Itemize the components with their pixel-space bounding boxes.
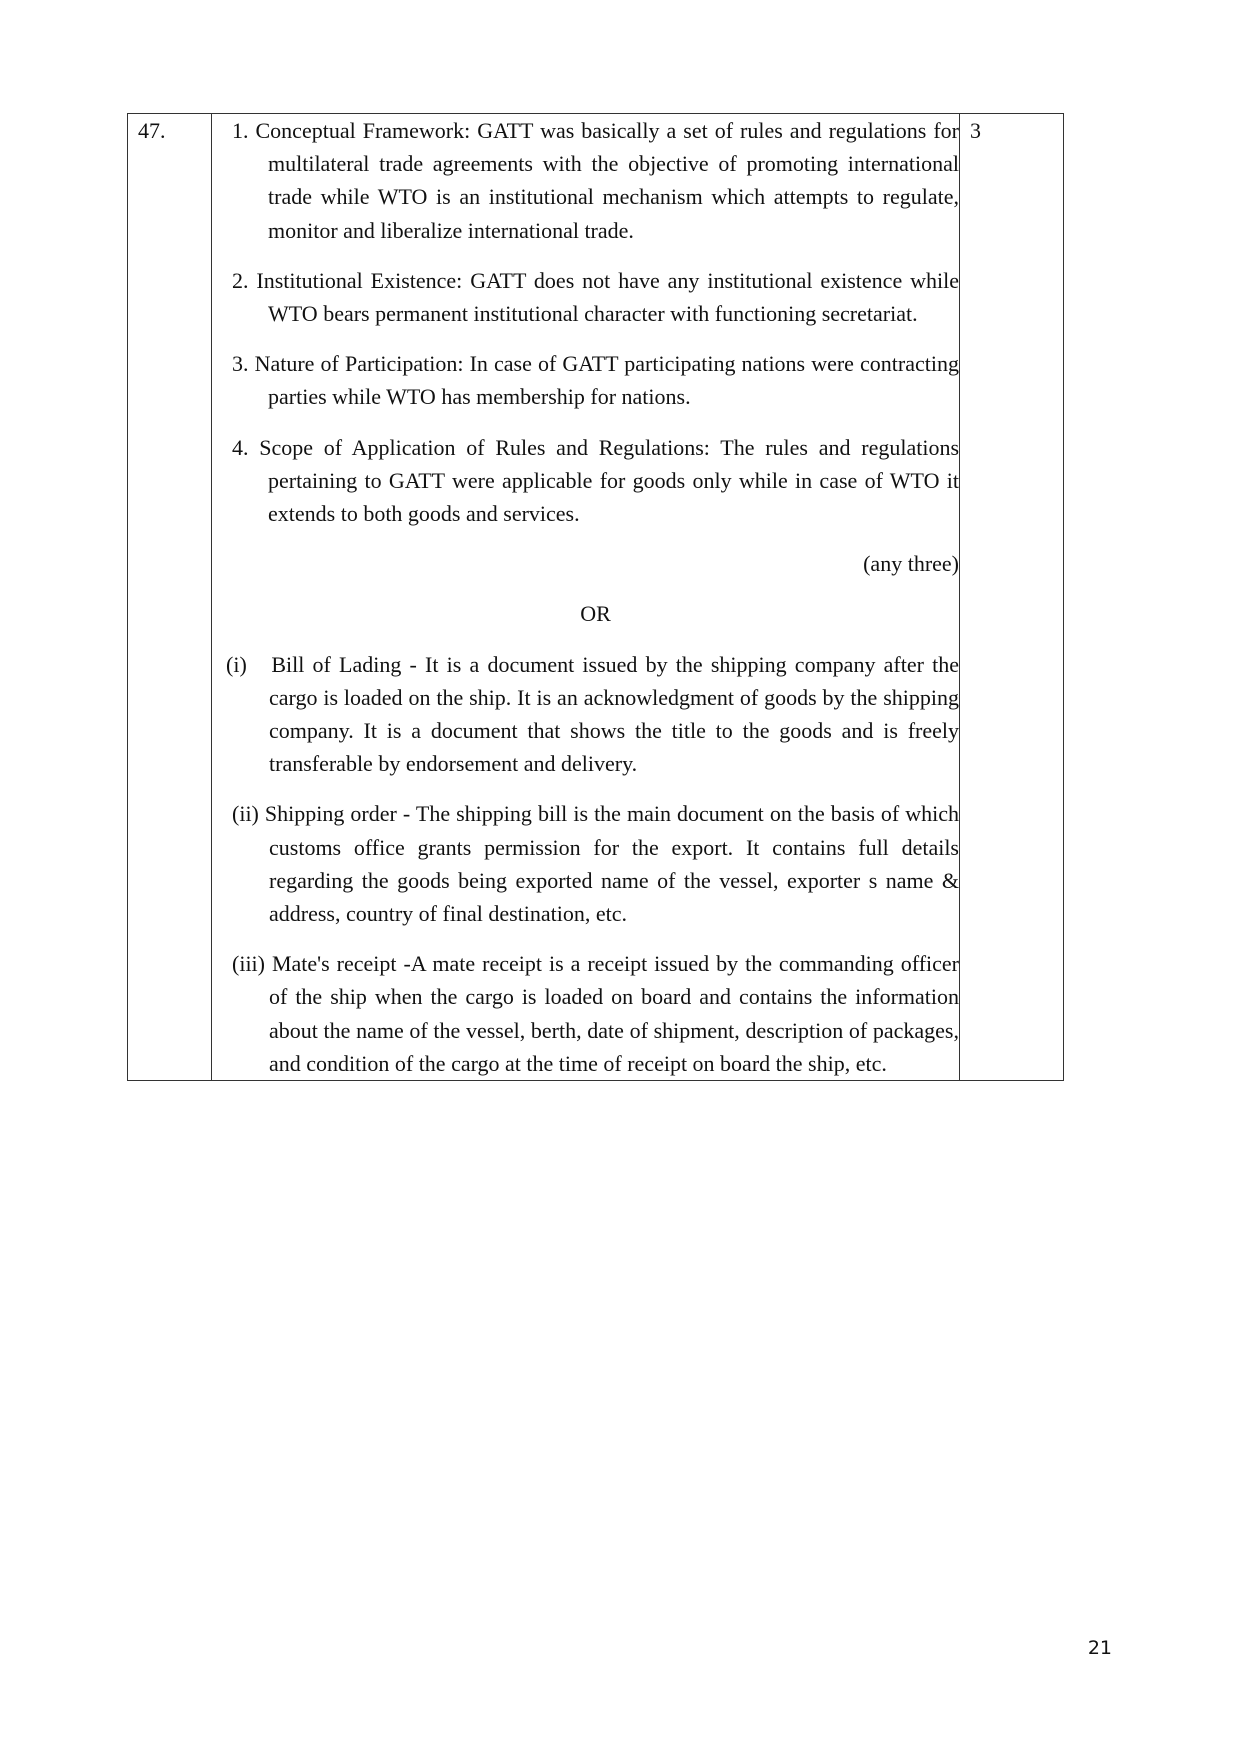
answer-point-1: 1. Conceptual Framework: GATT was basically a set of rules and regulations for multilateral trade agreements with the objective of promoting international trade while WTO is an institutional mechanism which attempts to regulate, monitor and liberalize international trade.: [232, 118, 959, 243]
question-number-cell: [128, 114, 212, 1081]
page-number: 21: [1087, 1637, 1112, 1659]
question-number: 47.: [138, 118, 166, 143]
answer-table: [127, 113, 1064, 1081]
answer-point-3: 3. Nature of Participation: In case of GATT participating nations were contracting parties while WTO has membership for nations.: [232, 351, 959, 410]
answer-point-2: 2. Institutional Existence: GATT does not have any institutional existence while WTO bears permanent institutional character with functioning secretariat.: [232, 267, 959, 327]
table-row: [128, 114, 1064, 1081]
marks-cell: [960, 114, 1064, 1081]
alternative-point-mates-receipt: (iii) Mate's receipt -A mate receipt is a receipt issued by the commanding officer of the ship when the cargo is loaded on board and contains the information about the name of the vessel, berth, date of shipment, description of packages, and condition of the cargo at the time of receipt on board the ship, etc.: [232, 951, 959, 1076]
or-divider: OR: [580, 601, 611, 627]
alternative-point-bill-of-lading: (i) Bill of Lading - It is a document issued by the shipping company after the cargo is loaded on the ship. It is an acknowledgment of goods by the shipping company. It is a document that shows the title to the goods and is freely transferable by endorsement and delivery.: [226, 651, 959, 777]
marks-value: 3: [970, 118, 981, 143]
alternative-point-shipping-order: (ii) Shipping order - The shipping bill is the main document on the basis of which customs office grants permission for the export. It contains full details regarding the goods being exported name of the vessel, exporter s name & address, country of final destination, etc.: [232, 801, 959, 927]
any-three-note: (any three): [863, 551, 959, 577]
answer-point-4: 4. Scope of Application of Rules and Regulations: The rules and regulations pertaining to GATT were applicable for goods only while in case of WTO it extends to both goods and services.: [232, 434, 959, 527]
answer-cell: [212, 114, 960, 1081]
